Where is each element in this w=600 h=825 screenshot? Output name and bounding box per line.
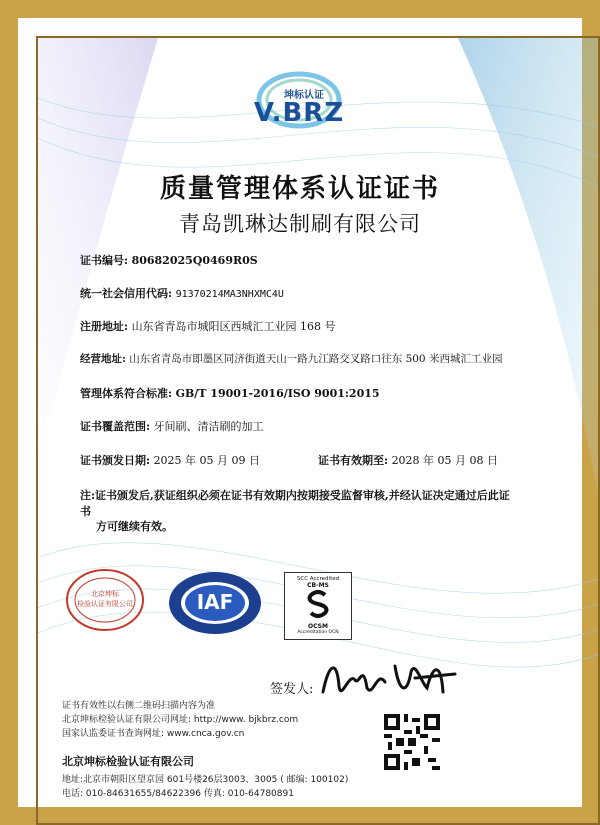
kb-seal-text: 北京坤标 检验认证有限公司 [77,590,133,608]
scope-label: 证书覆盖范围: [80,420,151,433]
issue-date-label: 证书颁发日期: [80,454,151,467]
scope-row [80,418,264,434]
footer-validity-note: 证书有效性以右侧二维码扫描内容为准 [62,701,216,711]
issue-date-value: 2025 年 05 月 09 日 [153,454,261,467]
signer-label: 签发人: [270,682,314,697]
issuer-name: 北京坤标检验认证有限公司 [62,755,194,768]
note-line-2: 方可继续有效。 [96,520,173,533]
valid-until-label: 证书有效期至: [318,454,389,467]
ocsm-s-icon [285,589,351,619]
operating-address-value: 山东省青岛市即墨区同济街道天山一路九江路交叉路口往东 500 米西城汇工业园 [129,353,503,365]
operating-address-label: 经营地址: [80,353,126,365]
logo-subtitle: 坤标认证 [284,90,324,101]
ocsm-label: OCSM [308,623,328,630]
cert-number-row [80,252,258,268]
scope-value: 牙间刷、清洁刷的加工 [153,420,264,433]
valid-until-row [318,452,498,468]
iaf-seal [167,570,263,636]
note-line-1: 注:证书颁发后,获证组织必须在证书有效期内按期接受监督审核,并经认证决定通过后此证书 [80,489,510,518]
credit-code-value: 91370214MA3NHXMC4U [175,289,284,300]
ocsm-sub: Accreditation OCN [297,630,339,635]
iaf-label: IAF [196,590,234,614]
registered-address-row [80,318,336,334]
verification-qr-code [384,714,440,770]
scc-cb-text: CB-MS [307,582,329,589]
signature-icon [315,652,465,708]
registered-address-value: 山东省青岛市城阳区西城汇工业园 168 号 [131,320,336,333]
credit-code-label: 统一社会信用代码: [80,287,173,300]
issue-date-row [80,452,260,468]
qr-code-icon [384,714,440,770]
standard-label: 管理体系符合标准: [80,387,173,400]
kb-certification-seal [64,567,146,633]
credit-code-row [80,285,284,301]
standard-row [80,385,380,401]
operating-address-row [80,351,502,366]
footer-website: 北京坤标检验认证有限公司网址: http://www. bjkbrz.com [62,715,299,725]
issuer-address: 地址:北京市朝阳区望京园 601号楼26层3003、3005 ( 邮编: 100102) [62,775,349,785]
standard-value: GB/T 19001-2016/ISO 9001:2015 [175,387,380,400]
company-name: 青岛凯琳达制刷有限公司 [179,212,421,236]
cert-number-label: 证书编号: [80,254,129,267]
brand-logo [249,60,349,138]
cert-number-value: 80682025Q0469R0S [131,254,258,267]
registered-address-label: 注册地址: [80,320,129,333]
footer-cnca-site: 国家认监委证书查询网址: www.cnca.gov.cn [62,729,245,739]
valid-until-value: 2028 年 05 月 08 日 [391,454,499,467]
scc-top-text: SCC Accredited [296,576,340,582]
issuer-phone: 电话: 010-84631655/84622396 传真: 010-64780891 [62,789,294,799]
scc-ocsm-badge [284,572,352,640]
certificate-title: 质量管理体系认证证书 [159,174,440,204]
logo-mark: V.BRZ [253,98,345,128]
